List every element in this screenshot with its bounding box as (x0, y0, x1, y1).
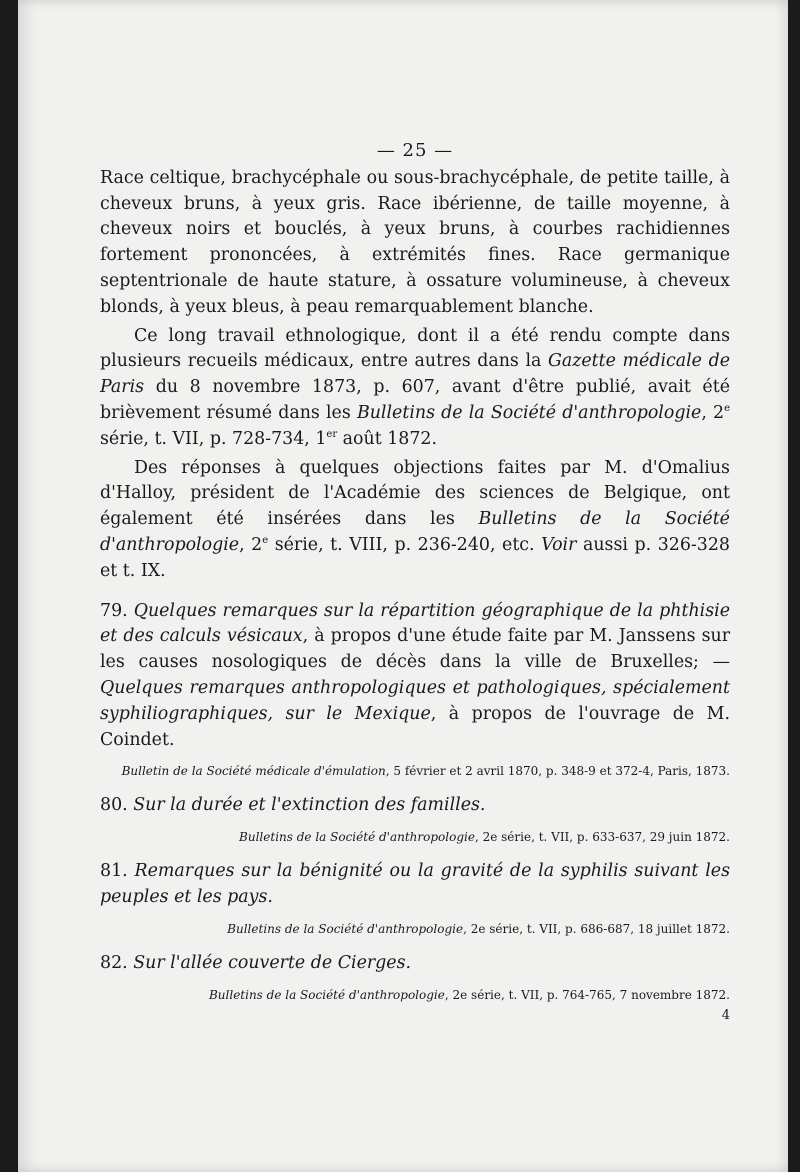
entry-81 (100, 859, 730, 937)
paragraph-reponses: Des réponses à quelques objections faites par M. d'Omalius d'Halloy, président de l'Académie des sciences de Belgique, ont également été insérées dans les Bulletins de la Société d'anthropologie, 2e série, t. VIII, p. 236-240, etc. Voir aussi p. 326-328 et t. IX. (100, 457, 730, 581)
entry-82-reference: Bulletins de la Société d'anthropologie, 2e série, t. VII, p. 764-765, 7 novembre 1872. (208, 987, 730, 1002)
entry-79 (100, 599, 730, 780)
entry-79-reference: Bulletin de la Société médicale d'émulation, 5 février et 2 avril 1870, p. 348-9 et 372-4, Paris, 1873. (121, 764, 730, 779)
entry-80-title: 80. Sur la durée et l'extinction des familles. (100, 795, 486, 816)
entry-82 (100, 951, 730, 1023)
entry-79-title: 79. Quelques remarques sur la répartition géographique de la phthisie et des calculs vésicaux, à propos d'une étude faite par M. Janssens sur les causes nosologiques de décès dans la ville de Bruxelles; — Quelques remarques anthropologiques et pathologiques, spécialement syphiliographiques, sur le Mexique, à propos de l'ouvrage de M. Coindet. (100, 600, 731, 750)
entry-80 (100, 793, 730, 845)
page (18, 0, 788, 1172)
entry-81-title: 81. Remarques sur la bénignité ou la gravité de la syphilis suivant les peuples et les pays. (100, 861, 730, 907)
entry-82-title: 82. Sur l'allée couverte de Cierges. (100, 952, 412, 973)
paragraph-travail: Ce long travail ethnologique, dont il a été rendu compte dans plusieurs recueils médicaux, entre autres dans la Gazette médicale de Paris du 8 novembre 1873, p. 607, avant d'être publié, avait été brièvement résumé dans les Bulletins de la Société d'anthropologie, 2e série, t. VII, p. 728-734, 1er août 1872. (100, 325, 730, 449)
signature-mark: 4 (721, 1007, 730, 1023)
paragraph-races: Race celtique, brachycéphale ou sous-brachycéphale, de petite taille, à cheveux bruns, à yeux gris. Race ibérienne, de taille moyenne, à cheveux noirs et bouclés, à yeux bruns, à courbes rachidiennes fortement prononcées, à extrémités fines. Race germanique septentrionale de haute stature, à ossature volumineuse, à cheveux blonds, à yeux bleus, à peau remarquablement blanche. (100, 167, 730, 317)
entry-81-reference: Bulletins de la Société d'anthropologie, 2e série, t. VII, p. 686-687, 18 juillet 1872. (227, 921, 730, 936)
page-content (100, 138, 731, 1023)
page-number: — 25 — (376, 140, 454, 161)
entry-80-reference: Bulletins de la Société d'anthropologie, 2e série, t. VII, p. 633-637, 29 juin 1872. (239, 830, 730, 845)
